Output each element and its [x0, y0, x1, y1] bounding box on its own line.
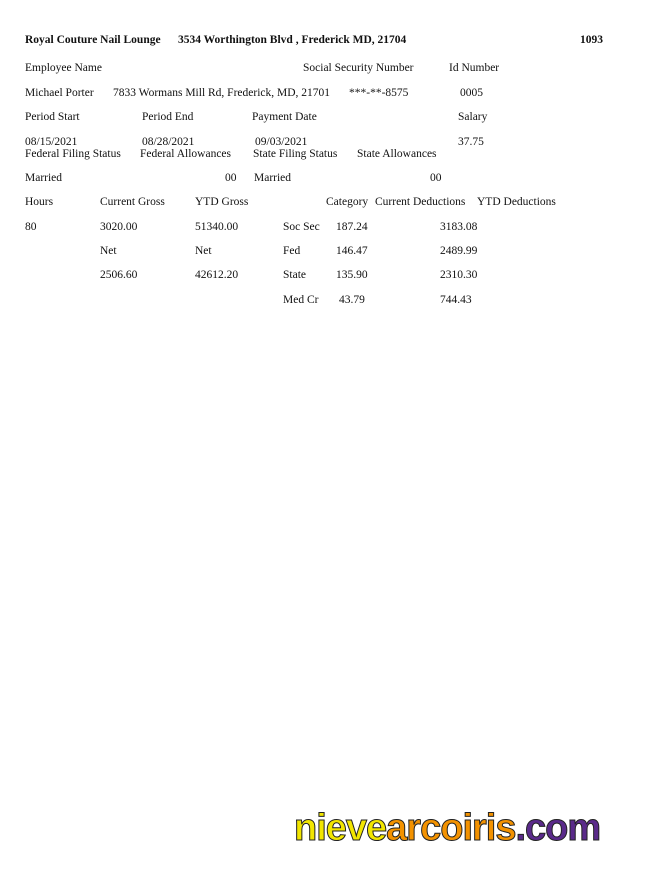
deduction-ytd: 744.43 — [440, 294, 472, 306]
net-ytd-value: 42612.20 — [195, 269, 239, 281]
salary-value: 37.75 — [458, 136, 484, 148]
deduction-current: 135.90 — [336, 269, 368, 281]
current-gross-value: 3020.00 — [100, 221, 138, 233]
federal-filing-status-label: Federal Filing Status — [25, 148, 121, 160]
company-name: Royal Couture Nail Lounge — [25, 34, 161, 46]
federal-filing-status: Married — [25, 172, 63, 184]
deduction-category: State — [283, 269, 306, 281]
deduction-current: 146.47 — [336, 245, 368, 257]
ytd-gross-value: 51340.00 — [195, 221, 239, 233]
net-current-value: 2506.60 — [100, 269, 138, 281]
current-gross-label: Current Gross — [100, 196, 165, 208]
deduction-category: Med Cr — [283, 294, 319, 306]
deduction-current: 187.24 — [336, 221, 368, 233]
period-end-label: Period End — [142, 111, 194, 123]
employee-address: 7833 Wormans Mill Rd, Frederick, MD, 21701 — [113, 87, 331, 99]
watermark-logo — [294, 806, 600, 850]
salary-label: Salary — [458, 111, 488, 123]
deduction-ytd: 3183.08 — [440, 221, 478, 233]
ytd-gross-label: YTD Gross — [195, 196, 249, 208]
federal-allowances: 00 — [225, 172, 237, 184]
category-label: Category — [326, 196, 369, 208]
period-start-label: Period Start — [25, 111, 80, 123]
employee-name-label: Employee Name — [25, 62, 102, 74]
period-start: 08/15/2021 — [25, 136, 78, 148]
net-current-label: Net — [100, 245, 117, 257]
payment-date: 09/03/2021 — [255, 136, 308, 148]
ssn-label: Social Security Number — [303, 62, 414, 74]
deduction-category: Fed — [283, 245, 301, 257]
deduction-category: Soc Sec — [283, 221, 320, 233]
state-filing-status: Married — [254, 172, 292, 184]
employee-id: 0005 — [460, 87, 483, 99]
state-filing-status-label: State Filing Status — [253, 148, 338, 160]
deduction-ytd: 2489.99 — [440, 245, 478, 257]
check-number: 1093 — [580, 34, 603, 46]
net-ytd-label: Net — [195, 245, 212, 257]
state-allowances: 00 — [430, 172, 442, 184]
ytd-deductions-label: YTD Deductions — [477, 196, 556, 208]
state-allowances-label: State Allowances — [357, 148, 437, 160]
employee-name: Michael Porter — [25, 87, 94, 99]
hours-value: 80 — [25, 221, 37, 233]
period-end: 08/28/2021 — [142, 136, 195, 148]
deduction-current: 43.79 — [339, 294, 365, 306]
watermark-part-3: .com — [515, 807, 601, 849]
watermark-part-1: nieve — [294, 807, 387, 849]
company-address: 3534 Worthington Blvd , Frederick MD, 21704 — [178, 34, 407, 46]
payment-date-label: Payment Date — [252, 111, 317, 123]
watermark-part-2: arcoiris — [386, 807, 516, 849]
employee-ssn: ***-**-8575 — [349, 87, 409, 99]
federal-allowances-label: Federal Allowances — [140, 148, 232, 160]
id-number-label: Id Number — [449, 62, 500, 74]
current-deductions-label: Current Deductions — [375, 196, 466, 208]
deduction-ytd: 2310.30 — [440, 269, 478, 281]
hours-label: Hours — [25, 196, 54, 208]
